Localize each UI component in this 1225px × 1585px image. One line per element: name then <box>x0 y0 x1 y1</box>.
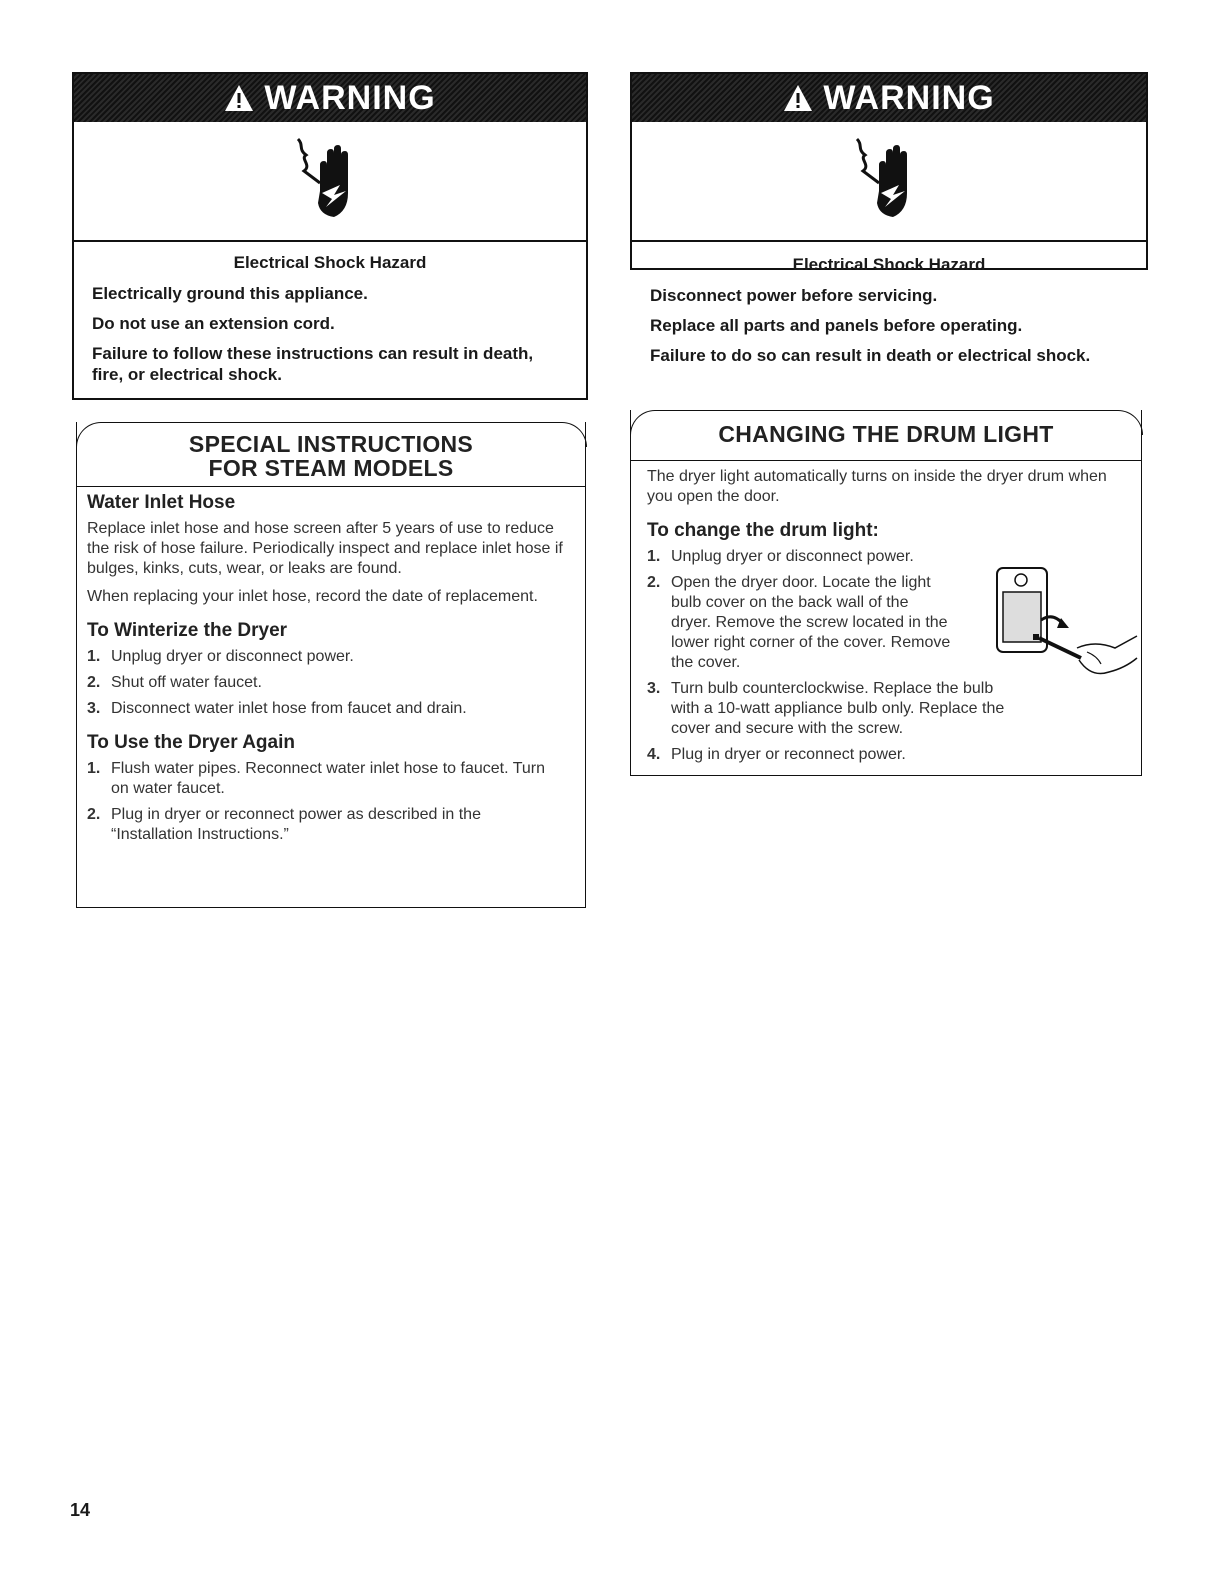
warning-box-right <box>630 72 1148 365</box>
step-text: Unplug dryer or disconnect power. <box>111 648 354 665</box>
warning-icon-area <box>632 122 1146 242</box>
list-item <box>87 759 565 799</box>
section-title: CHANGING THE DRUM LIGHT <box>718 421 1054 447</box>
warning-line: Electrically ground this appliance. <box>92 284 368 303</box>
warning-banner <box>74 74 586 122</box>
section-content <box>77 487 585 861</box>
warning-body <box>632 242 1146 383</box>
warning-line: Failure to follow these instructions can result in death, fire, or electrical shock. <box>92 344 534 384</box>
step-text: Flush water pipes. Reconnect water inlet hose to faucet. Turn on water faucet. <box>111 760 546 797</box>
step-text: Disconnect water inlet hose from faucet and drain. <box>111 700 467 717</box>
steam-instructions-section <box>76 422 586 908</box>
subheading-change-drum-light: To change the drum light: <box>647 520 879 541</box>
step-text: Turn bulb counterclockwise. Replace the bulb with a 10-watt appliance bulb only. Replace the cover and secure with the screw. <box>671 680 1005 737</box>
step-number: 2. <box>87 806 101 823</box>
warning-banner <box>632 74 1146 122</box>
light-cover-illustration <box>991 560 1141 690</box>
step-text: Unplug dryer or disconnect power. <box>671 548 914 565</box>
drum-light-section <box>630 410 1142 776</box>
step-number: 1. <box>87 648 101 665</box>
subheading-water-inlet-hose: Water Inlet Hose <box>87 492 236 513</box>
subheading-winterize: To Winterize the Dryer <box>87 620 288 641</box>
list-item <box>87 673 565 693</box>
electrical-shock-hand-icon <box>290 131 370 231</box>
hazard-title: Electrical Shock Hazard <box>233 253 427 272</box>
warning-line: Replace all parts and panels before operating. <box>650 316 1023 335</box>
section-corner-curve <box>76 422 587 447</box>
step-number: 2. <box>87 674 101 691</box>
warning-line: Disconnect power before servicing. <box>650 286 938 305</box>
warning-box-left <box>72 72 588 400</box>
step-text: Plug in dryer or reconnect power. <box>671 746 906 763</box>
paragraph: Replace inlet hose and hose screen after 5 years of use to reduce the risk of hose failure. Periodically inspect and replace inlet hose if bulges, kinks, cuts, wear, or leaks are found. <box>87 520 563 577</box>
step-number: 1. <box>647 548 661 565</box>
warning-line: Failure to do so can result in death or electrical shock. <box>650 346 1091 365</box>
warning-icon-area <box>74 122 586 242</box>
section-corner-curve <box>630 410 1143 435</box>
warning-triangle-icon <box>783 84 813 112</box>
step-text: Plug in dryer or reconnect power as described in the “Installation Instructions.” <box>111 806 481 843</box>
warning-body <box>74 242 586 402</box>
list-item <box>87 699 565 719</box>
list-item <box>87 647 565 667</box>
step-number: 2. <box>647 574 661 591</box>
list-item <box>87 805 565 845</box>
section-title-line: FOR STEAM MODELS <box>208 455 454 481</box>
section-title-line: SPECIAL INSTRUCTIONS <box>188 431 474 457</box>
electrical-shock-hand-icon <box>849 131 929 231</box>
list-item <box>647 745 1121 765</box>
warning-banner-text: WARNING <box>264 78 436 117</box>
step-number: 4. <box>647 746 661 763</box>
step-text: Open the dryer door. Locate the light bulb cover on the back wall of the dryer. Remove the screw located in the lower right corner of the cover. Remove the cover. <box>671 574 951 671</box>
step-text: Shut off water faucet. <box>111 674 262 691</box>
warning-triangle-icon <box>224 84 254 112</box>
step-number: 3. <box>87 700 101 717</box>
subheading-use-again: To Use the Dryer Again <box>87 732 295 753</box>
hazard-title: Electrical Shock Hazard <box>792 255 986 274</box>
step-number: 3. <box>647 680 661 697</box>
paragraph: The dryer light automatically turns on inside the dryer drum when you open the door. <box>647 468 1107 505</box>
paragraph: When replacing your inlet hose, record the date of replacement. <box>87 588 538 605</box>
step-number: 1. <box>87 760 101 777</box>
warning-banner-text: WARNING <box>823 78 995 117</box>
warning-line: Do not use an extension cord. <box>92 314 335 333</box>
page-number: 14 <box>70 1500 91 1520</box>
